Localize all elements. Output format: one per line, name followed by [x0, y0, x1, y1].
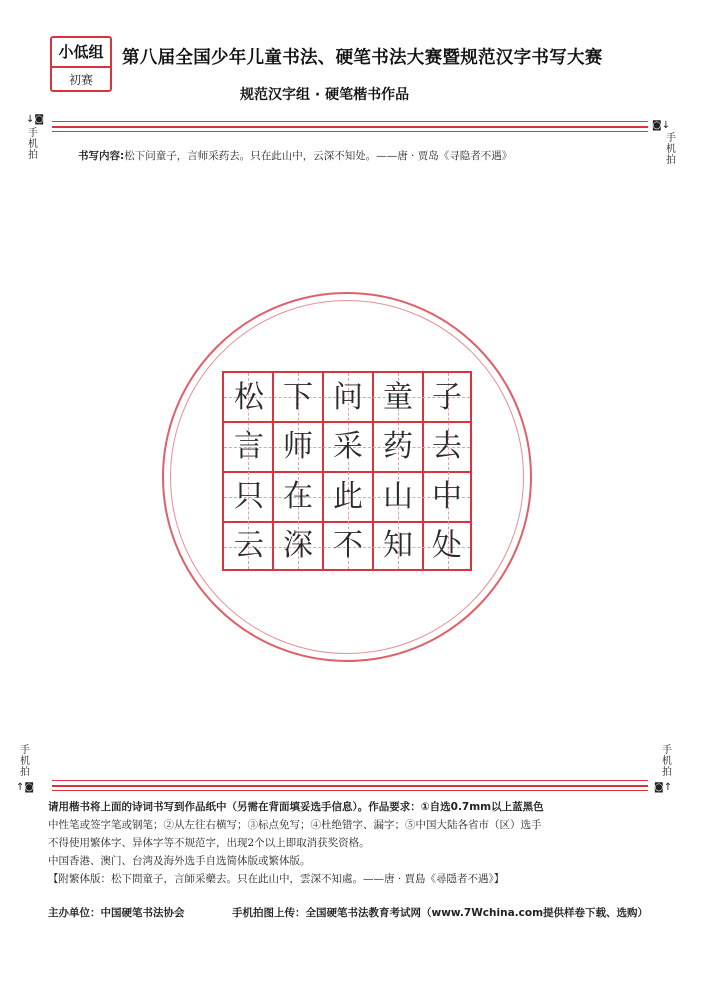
grid-char: 去 [432, 429, 462, 464]
grid-char: 处 [432, 528, 462, 563]
grid-char: 知 [383, 528, 413, 563]
page-subtitle: 规范汉字组 · 硬笔楷书作品 [240, 87, 410, 103]
grid-char: 深 [283, 528, 313, 563]
group-label: 小低组 [52, 38, 110, 68]
photo-label-top-right: 手 机 拍 [666, 133, 676, 166]
photo-label-bottom-left: 手 机 拍 [20, 745, 30, 778]
grid-char: 在 [283, 479, 313, 514]
stage-label: 初赛 [68, 73, 93, 87]
upload-info: 手机拍图上传：全国硬笔书法教育考试网（www.7Wchina.com提供样卷下载、选购） [232, 907, 649, 919]
grid-char: 松 [234, 380, 264, 415]
grid-char: 师 [283, 429, 313, 464]
photo-label-top-left: 手 机 拍 [28, 128, 38, 161]
photo-label-bottom-right: 手 机 拍 [662, 745, 672, 778]
instruction-line: 【附繁体版：松下問童子，言師采藥去。只在此山中，雲深不知處。——唐 · 賈島《尋隱者不遇》】 [48, 873, 505, 885]
camera-icon-bottom-right: ◙↑ [654, 782, 673, 793]
bottom-rule-3 [52, 790, 648, 791]
page-title: 第八届全国少年儿童书法、硬笔书法大赛暨规范汉字书写大赛 [122, 48, 603, 68]
grid-char: 下 [283, 380, 313, 415]
group-badge [50, 36, 112, 92]
instruction-line: 不得使用繁体字、异体字等不规范字，出现2个以上即取消获奖资格。 [48, 837, 370, 849]
writing-grid [222, 371, 472, 571]
camera-icon-bottom-left: ↑◙ [16, 782, 35, 793]
grid-char: 童 [383, 380, 413, 415]
grid-char: 山 [383, 479, 413, 514]
grid-char: 言 [234, 429, 264, 464]
grid-char: 问 [333, 380, 363, 415]
instruction-line: 中国香港、澳门、台湾及海外选手自选简体版或繁体版。 [48, 855, 311, 867]
top-rule-1 [52, 121, 648, 122]
grid-char: 云 [234, 528, 264, 563]
bottom-rule-2 [52, 785, 648, 787]
bottom-rule-1 [52, 780, 648, 781]
grid-char: 子 [432, 380, 462, 415]
top-rule-3 [52, 131, 648, 132]
camera-icon-top-right: ◙↓ [652, 120, 671, 131]
grid-char: 不 [333, 528, 363, 563]
grid-char: 采 [333, 429, 363, 464]
top-rule-2 [52, 126, 648, 128]
instruction-line: 请用楷书将上面的诗词书写到作品纸中（另需在背面填妥选手信息）。作品要求：①自选0.7mm以上蓝黑色 [48, 801, 544, 813]
writing-content-label: 书写内容: [78, 150, 125, 162]
grid-char: 中 [432, 479, 462, 514]
instruction-line: 中性笔或签字笔或钢笔；②从左往右横写；③标点免写；④杜绝错字、漏字；⑤中国大陆各省市（区）选手 [48, 819, 542, 831]
writing-content [78, 148, 512, 163]
grid-char: 只 [234, 479, 264, 514]
grid-char: 此 [333, 479, 363, 514]
writing-content-text: 松下问童子，言师采药去。只在此山中，云深不知处。——唐 · 贾岛《寻隐者不遇》 [124, 150, 513, 162]
organizer: 主办单位：中国硬笔书法协会 [48, 907, 185, 919]
camera-icon-top-left: ↓◙ [26, 114, 45, 125]
grid-char: 药 [383, 429, 413, 464]
